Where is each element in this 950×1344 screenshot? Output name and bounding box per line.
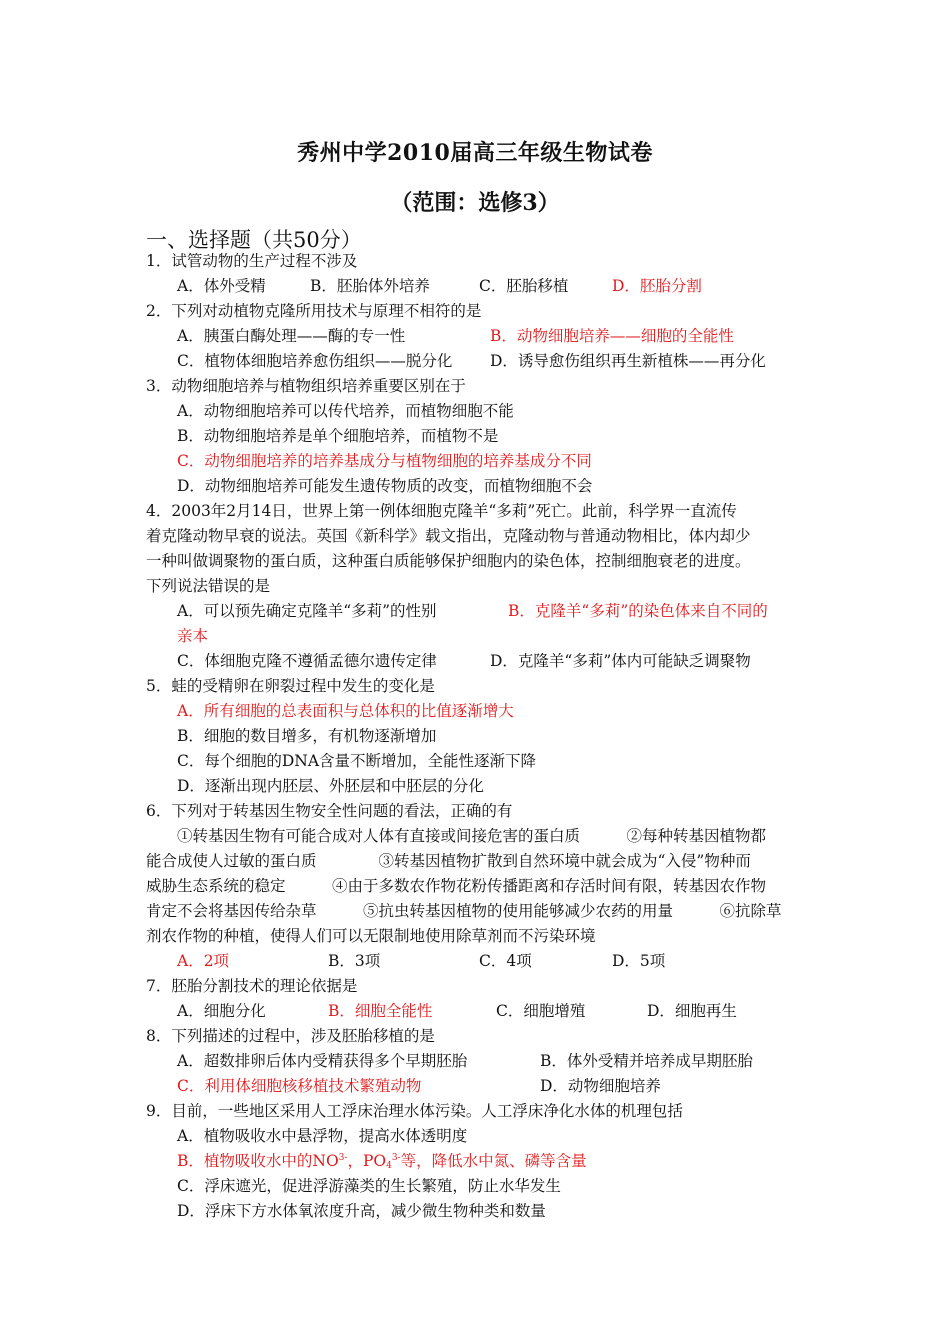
- q7-option-a: A．细胞分化: [177, 1002, 266, 1020]
- q8-option-a: A．超数排卵后体内受精获得多个早期胚胎: [177, 1052, 468, 1070]
- exam-title: 秀州中学2010届高三年级生物试卷: [297, 140, 653, 166]
- question-4-stem-line-1: 4．2003年2月14日，世界上第一例体细胞克隆羊“多莉”死亡。此前，科学界一直流传: [146, 502, 737, 520]
- q5-option-d: D．逐渐出现内胚层、外胚层和中胚层的分化: [177, 777, 484, 795]
- phosphate-charge: 3-: [391, 1153, 401, 1163]
- q7-option-b-answer: B．细胞全能性: [328, 1002, 433, 1020]
- question-7-stem: 7．胚胎分割技术的理论依据是: [146, 977, 358, 995]
- q3-option-c-answer: C．动物细胞培养的培养基成分与植物细胞的培养基成分不同: [177, 452, 592, 470]
- phosphate-subscript: 4: [386, 1161, 392, 1171]
- q2-option-c: C．植物体细胞培养愈伤组织——脱分化: [177, 352, 453, 370]
- q6-option-b: B．3项: [328, 952, 381, 970]
- q9-option-d: D．浮床下方水体氧浓度升高，减少微生物种类和数量: [177, 1202, 546, 1220]
- q6-option-c: C．4项: [479, 952, 532, 970]
- q3-option-d: D．动物细胞培养可能发生遗传物质的改变，而植物细胞不会: [177, 477, 593, 495]
- q4-option-b-answer: B．克隆羊“多莉”的染色体来自不同的: [508, 602, 768, 620]
- q5-option-b: B．细胞的数目增多，有机物逐渐增加: [177, 727, 437, 745]
- q4-option-b-answer-cont: 亲本: [177, 627, 209, 645]
- question-2-stem: 2．下列对动植物克隆所用技术与原理不相符的是: [146, 302, 482, 320]
- question-6-stem: 6．下列对于转基因生物安全性问题的看法，正确的有: [146, 802, 513, 820]
- question-1-stem: 1．试管动物的生产过程不涉及: [146, 252, 358, 270]
- q3-option-b: B．动物细胞培养是单个细胞培养，而植物不是: [177, 427, 499, 445]
- q6-statements-line-2: 能合成使人过敏的蛋白质 ③转基因植物扩散到自然环境中就会成为“入侵”物种而: [146, 852, 751, 870]
- q9-b-text-2: ，PO: [347, 1152, 387, 1170]
- q9-option-c: C．浮床遮光，促进浮游藻类的生长繁殖，防止水华发生: [177, 1177, 561, 1195]
- question-4-stem-line-3: 一种叫做调聚物的蛋白质，这种蛋白质能够保护细胞内的染色体，控制细胞衰老的进度。: [146, 552, 751, 570]
- q6-statements-line-4: 肯定不会将基因传给杂草 ⑤抗虫转基因植物的使用能够减少农药的用量 ⑥抗除草: [146, 902, 782, 920]
- q9-b-text-1: B．植物吸收水中的NO: [177, 1152, 339, 1170]
- q5-option-c: C．每个细胞的DNA含量不断增加，全能性逐渐下降: [177, 752, 537, 770]
- q8-option-c-answer: C．利用体细胞核移植技术繁殖动物: [177, 1077, 422, 1095]
- section-heading: 一、选择题（共50分）: [146, 228, 362, 252]
- q7-option-d: D．细胞再生: [647, 1002, 737, 1020]
- q6-option-a-answer: A．2项: [177, 952, 230, 970]
- q5-option-a-answer: A．所有细胞的总表面积与总体积的比值逐渐增大: [177, 702, 514, 720]
- q9-b-text-3: 等，降低水中氮、磷等含量: [400, 1152, 587, 1170]
- q1-option-c: C．胚胎移植: [479, 277, 569, 295]
- q4-option-d: D．克隆羊“多莉”体内可能缺乏调聚物: [490, 652, 751, 670]
- q2-option-a: A．胰蛋白酶处理——酶的专一性: [177, 327, 406, 345]
- question-4-stem-line-2: 着克隆动物早衰的说法。英国《新科学》载文指出，克隆动物与普通动物相比，体内却少: [146, 527, 751, 545]
- q8-option-b: B．体外受精并培养成早期胚胎: [540, 1052, 753, 1070]
- q2-option-d: D．诱导愈伤组织再生新植株——再分化: [490, 352, 766, 370]
- q7-option-c: C．细胞增殖: [496, 1002, 586, 1020]
- q1-option-a: A．体外受精: [177, 277, 266, 295]
- q9-option-b-answer: [177, 1150, 587, 1177]
- q9-option-a: A．植物吸收水中悬浮物，提高水体透明度: [177, 1127, 468, 1145]
- nitrate-charge: 3-: [338, 1153, 348, 1163]
- question-3-stem: 3．动物细胞培养与植物组织培养重要区别在于: [146, 377, 466, 395]
- q4-option-a: A．可以预先确定克隆羊“多莉”的性别: [177, 602, 437, 620]
- q1-option-d-answer: D．胚胎分割: [612, 277, 702, 295]
- q2-option-b-answer: B．动物细胞培养——细胞的全能性: [490, 327, 734, 345]
- exam-subtitle: （范围：选修3）: [390, 190, 560, 216]
- q1-option-b: B．胚胎体外培养: [310, 277, 430, 295]
- q6-statements-line-5: 剂农作物的种植，使得人们可以无限制地使用除草剂而不污染环境: [146, 927, 596, 945]
- question-9-stem: 9．目前，一些地区采用人工浮床治理水体污染。人工浮床净化水体的机理包括: [146, 1102, 683, 1120]
- q3-option-a: A．动物细胞培养可以传代培养，而植物细胞不能: [177, 402, 514, 420]
- q6-option-d: D．5项: [612, 952, 666, 970]
- question-8-stem: 8．下列描述的过程中，涉及胚胎移植的是: [146, 1027, 435, 1045]
- question-4-stem-line-4: 下列说法错误的是: [146, 577, 271, 595]
- q6-statements-line-1: ①转基因生物有可能合成对人体有直接或间接危害的蛋白质 ②每种转基因植物都: [177, 827, 767, 845]
- q8-option-d: D．动物细胞培养: [540, 1077, 661, 1095]
- q6-statements-line-3: 威胁生态系统的稳定 ④由于多数农作物花粉传播距离和存活时间有限，转基因农作物: [146, 877, 767, 895]
- q4-option-c: C．体细胞克隆不遵循孟德尔遗传定律: [177, 652, 437, 670]
- question-5-stem: 5．蛙的受精卵在卵裂过程中发生的变化是: [146, 677, 435, 695]
